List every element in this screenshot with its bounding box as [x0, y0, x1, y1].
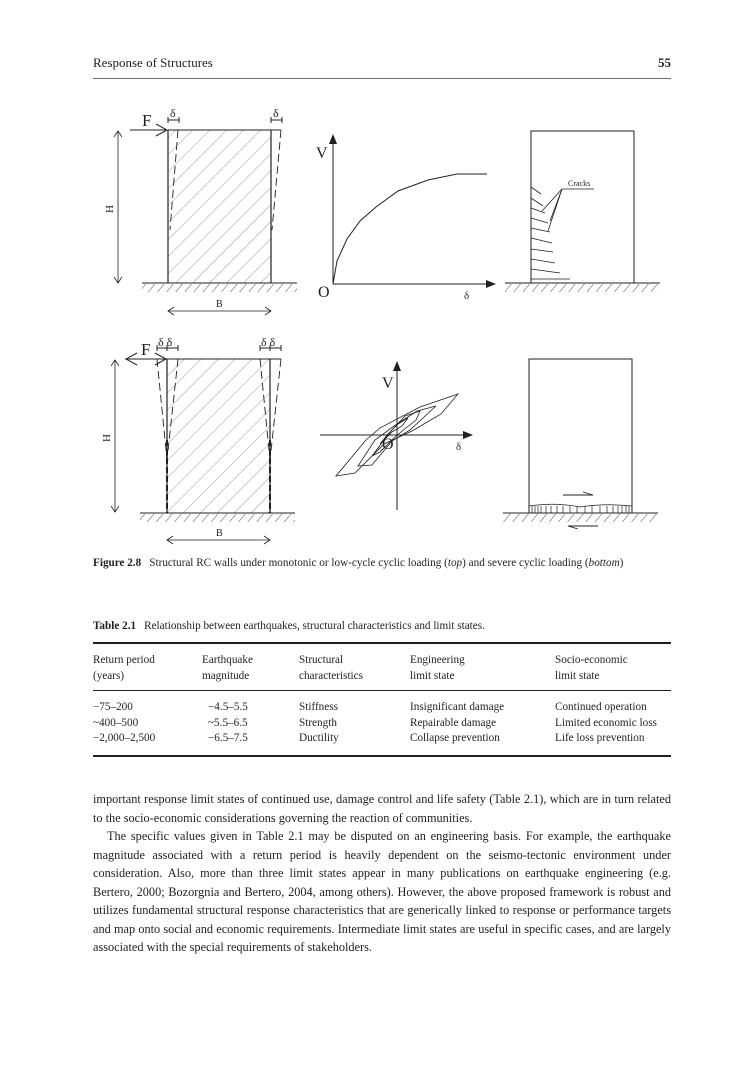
- table-header-return-period: Return period (years): [93, 654, 155, 682]
- svg-text:O: O: [318, 284, 330, 301]
- svg-text:δ: δ: [456, 441, 462, 453]
- table-cell: Ductility: [299, 732, 339, 744]
- table-col-engineering: [410, 700, 504, 747]
- table-cell: Repairable damage: [410, 716, 497, 729]
- table-cell: Stiffness: [299, 701, 338, 713]
- table-cell: −2,000–2,500: [93, 732, 156, 744]
- wall-cracks: [505, 131, 660, 292]
- table-cell: −6.5–7.5: [208, 732, 248, 744]
- table-header-engineering: Engineering limit state: [410, 654, 465, 682]
- table-cell: −75–200: [93, 701, 133, 713]
- svg-text:H: H: [104, 205, 116, 213]
- running-title: Response of Structures: [93, 55, 213, 70]
- svg-text:δ: δ: [170, 106, 176, 120]
- wall-cyclic: [101, 335, 295, 544]
- svg-text:δ: δ: [273, 106, 279, 120]
- table-cell: Continued operation: [555, 701, 647, 713]
- graph-hysteresis: [320, 362, 472, 510]
- table-header-magnitude: Earthquake magnitude: [202, 654, 253, 682]
- table-top-rule: [93, 642, 671, 644]
- table-cell: Strength: [299, 716, 337, 729]
- table-cell: ~400–500: [93, 716, 139, 729]
- table-col-structural: [299, 700, 339, 747]
- paragraph: important response limit states of continued use, damage control and life safety (Table 2.1), which are in turn related to the socio-economic considerations governing the reaction of communities.: [93, 792, 671, 825]
- table-header-structural: Structural characteristics: [299, 654, 363, 682]
- page-number: 55: [658, 55, 671, 70]
- table-cell: −4.5–5.5: [208, 701, 248, 713]
- graph-monotonic: [316, 135, 495, 302]
- paragraph: The specific values given in Table 2.1 may be disputed on an engineering basis. For example, the earthquake magnitude associated with a return period is heavily dependent on the seismo-tectonic environment under consideration. Also, more than three limit states appear in many publications on earthquake engineering (e.g. Bertero, 2000; Bozorgnia and Bertero, 2004, among others). However, the above proposed framework is robust and utilizes fundamental structural response characteristics that are generically linked to response or performance targets and map onto social and economic requirements. Intermediate limit states are useful in specific cases, and are largely associated with the special requirements of stakeholders.: [93, 829, 671, 954]
- figure-label: Figure 2.8: [93, 557, 142, 569]
- svg-text:B: B: [216, 528, 223, 539]
- svg-text:F: F: [142, 111, 152, 130]
- svg-text:δ δ: δ δ: [261, 335, 276, 349]
- table-cell: Life loss prevention: [555, 732, 645, 744]
- table-cell: Collapse prevention: [410, 732, 500, 744]
- svg-text:V: V: [382, 375, 394, 392]
- wall-monotonic: [104, 106, 297, 315]
- table-header-rule: [93, 690, 671, 691]
- svg-text:F: F: [141, 340, 151, 359]
- figure-caption: Figure 2.8 Structural RC walls under monotonic or low-cycle cyclic loading (top) and severe cyclic loading (bottom): [93, 557, 624, 569]
- table-cell: Insignificant damage: [410, 701, 505, 713]
- svg-text:δ δ: δ δ: [158, 335, 173, 349]
- table-cell: ~5.5–6.5: [208, 716, 248, 729]
- table-bottom-rule: [93, 755, 671, 757]
- body-text: [93, 790, 671, 957]
- svg-text:Cracks: Cracks: [568, 179, 591, 188]
- table-header-socio-economic: Socio-economic limit state: [555, 654, 628, 682]
- svg-text:V: V: [316, 145, 328, 162]
- wall-sliding: [503, 359, 658, 529]
- table-caption: Table 2.1 Relationship between earthquakes, structural characteristics and limit states.: [93, 620, 485, 632]
- table-col-socio-economic: [555, 700, 657, 747]
- svg-text:B: B: [216, 299, 223, 310]
- table-col-return-period: [93, 700, 155, 747]
- table-label: Table 2.1: [93, 620, 137, 632]
- svg-text:δ: δ: [464, 290, 470, 302]
- table-col-magnitude: [208, 700, 248, 747]
- table-cell: Limited economic loss: [555, 716, 657, 729]
- svg-text:H: H: [101, 434, 113, 442]
- svg-text:O: O: [382, 436, 394, 453]
